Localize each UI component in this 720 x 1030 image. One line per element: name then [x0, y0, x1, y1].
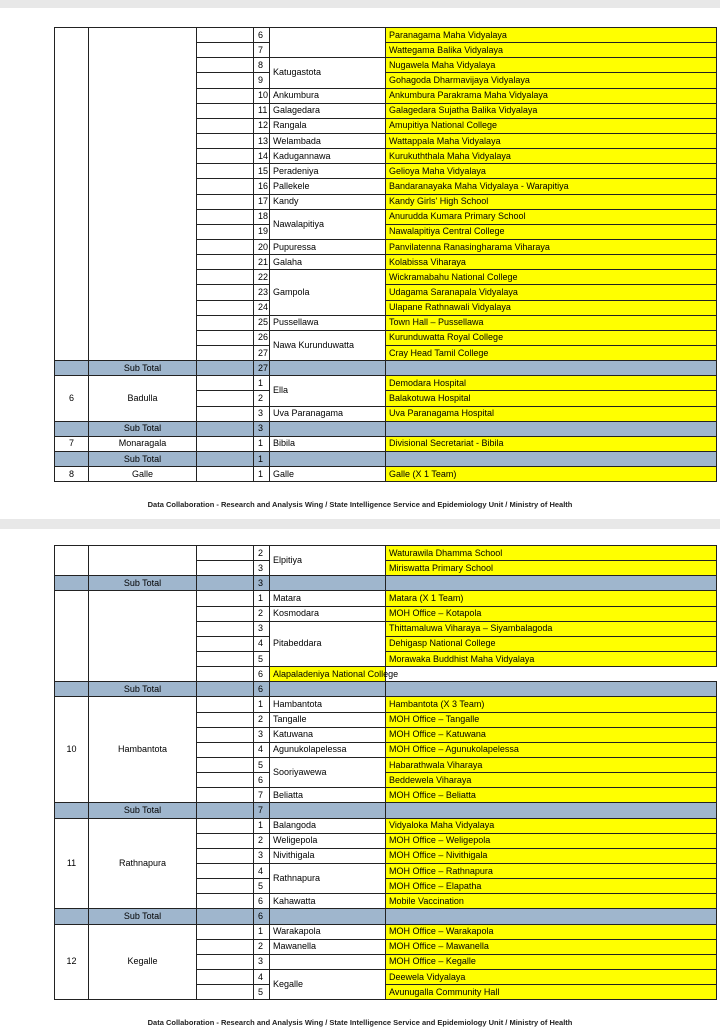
subtotal-count: 27	[254, 361, 270, 376]
cell-blank	[197, 224, 254, 239]
subtotal-row	[55, 909, 717, 924]
center-number: 7	[254, 43, 270, 58]
vaccination-site: Nugawela Maha Vidyalaya	[386, 58, 717, 73]
center-number: 2	[254, 712, 270, 727]
center-number: 7	[254, 788, 270, 803]
moh-area: Hambantota	[270, 697, 386, 712]
vaccination-site: Udagama Saranapala Vidyalaya	[386, 285, 717, 300]
center-number: 16	[254, 179, 270, 194]
cell-blank	[197, 300, 254, 315]
cell-blank	[197, 149, 254, 164]
subtotal-count: 3	[254, 421, 270, 436]
center-number: 24	[254, 300, 270, 315]
cell-blank	[197, 179, 254, 194]
center-number: 2	[254, 833, 270, 848]
cell-blank	[197, 969, 254, 984]
cell-blank	[197, 697, 254, 712]
center-number: 3	[254, 406, 270, 421]
table-row	[55, 697, 717, 712]
moh-area: Tangalle	[270, 712, 386, 727]
vaccination-site: Panvilatenna Ranasingharama Viharaya	[386, 239, 717, 254]
cell-blank	[197, 209, 254, 224]
cell-blank	[197, 103, 254, 118]
cell-blank	[197, 742, 254, 757]
cell-blank	[197, 712, 254, 727]
center-number: 14	[254, 149, 270, 164]
vaccination-site: MOH Office – Mawanella	[386, 939, 717, 954]
center-number: 3	[254, 848, 270, 863]
center-number: 8	[254, 58, 270, 73]
center-number: 6	[254, 28, 270, 43]
cell-blank	[197, 451, 254, 466]
cell-blank	[197, 376, 254, 391]
subtotal-label: Sub Total	[89, 361, 197, 376]
district-number	[55, 591, 89, 682]
cell-no	[55, 361, 89, 376]
district-name	[89, 28, 197, 361]
center-number: 3	[254, 954, 270, 969]
center-number: 26	[254, 330, 270, 345]
cell-blank	[197, 576, 254, 591]
vaccination-site: MOH Office – Beliatta	[386, 788, 717, 803]
vaccination-site: Thittamaluwa Viharaya – Siyambalagoda	[386, 621, 717, 636]
center-number: 18	[254, 209, 270, 224]
cell-blank	[197, 636, 254, 651]
moh-area: Nawa Kurunduwatta	[270, 330, 386, 360]
vaccination-centers-table-page-1	[54, 27, 717, 482]
center-number: 6	[254, 773, 270, 788]
vaccination-site: MOH Office – Weligepola	[386, 833, 717, 848]
moh-area: Katuwana	[270, 727, 386, 742]
moh-area: Sooriyawewa	[270, 757, 386, 787]
vaccination-site: Ulapane Rathnawali Vidyalaya	[386, 300, 717, 315]
district-name: Monaragala	[89, 436, 197, 451]
moh-area: Peradeniya	[270, 164, 386, 179]
subtotal-row	[55, 576, 717, 591]
center-number: 5	[254, 651, 270, 666]
cell-blank	[197, 894, 254, 909]
center-number: 3	[254, 621, 270, 636]
center-number: 1	[254, 924, 270, 939]
cell-place	[270, 909, 386, 924]
subtotal-row	[55, 451, 717, 466]
cell-blank	[197, 28, 254, 43]
cell-blank	[197, 546, 254, 561]
center-number: 6	[254, 667, 270, 682]
vaccination-site: Deewela Vidyalaya	[386, 969, 717, 984]
subtotal-count: 3	[254, 576, 270, 591]
vaccination-site: Wattegama Balika Vidyalaya	[386, 43, 717, 58]
moh-area	[270, 954, 386, 969]
moh-area: Bibila	[270, 436, 386, 451]
moh-area: Pitabeddara	[270, 621, 386, 666]
vaccination-site: Nawalapitiya Central College	[386, 224, 717, 239]
subtotal-row	[55, 421, 717, 436]
cell-place	[270, 682, 386, 697]
center-number: 2	[254, 546, 270, 561]
cell-no	[55, 803, 89, 818]
center-number: 4	[254, 636, 270, 651]
moh-area: Galagedara	[270, 103, 386, 118]
vaccination-site: MOH Office – Warakapola	[386, 924, 717, 939]
cell-blank	[197, 361, 254, 376]
vaccination-site: Miriswatta Primary School	[386, 561, 717, 576]
center-number: 6	[254, 894, 270, 909]
cell-no	[55, 421, 89, 436]
cell-blank	[197, 133, 254, 148]
subtotal-row	[55, 803, 717, 818]
vaccination-site: Beddewela Viharaya	[386, 773, 717, 788]
table-row	[55, 28, 717, 43]
center-number: 13	[254, 133, 270, 148]
cell-blank	[197, 621, 254, 636]
district-number: 12	[55, 924, 89, 1000]
district-number	[55, 546, 89, 576]
vaccination-site: Uva Paranagama Hospital	[386, 406, 717, 421]
subtotal-label: Sub Total	[89, 451, 197, 466]
cell-blank	[197, 239, 254, 254]
moh-area: Katugastota	[270, 58, 386, 88]
vaccination-centers-table-page-2	[54, 545, 717, 1000]
district-name: Kegalle	[89, 924, 197, 1000]
vaccination-site: MOH Office – Nivithigala	[386, 848, 717, 863]
cell-blank	[197, 818, 254, 833]
moh-area: Pupuressa	[270, 239, 386, 254]
cell-blank	[197, 391, 254, 406]
cell-blank	[197, 606, 254, 621]
cell-blank	[197, 406, 254, 421]
cell-place	[270, 576, 386, 591]
moh-area: Warakapola	[270, 924, 386, 939]
subtotal-label: Sub Total	[89, 421, 197, 436]
cell-blank	[197, 118, 254, 133]
subtotal-count: 6	[254, 682, 270, 697]
vaccination-site: Mobile Vaccination	[386, 894, 717, 909]
cell-blank	[197, 43, 254, 58]
cell-blank	[197, 164, 254, 179]
cell-blank	[197, 939, 254, 954]
cell-blank	[197, 924, 254, 939]
district-number: 6	[55, 376, 89, 421]
center-number: 3	[254, 561, 270, 576]
cell-blank	[197, 421, 254, 436]
center-number: 5	[254, 985, 270, 1000]
center-number: 4	[254, 863, 270, 878]
subtotal-count: 6	[254, 909, 270, 924]
document-page-2	[0, 529, 720, 1030]
vaccination-site: MOH Office – Elapatha	[386, 879, 717, 894]
district-number: 11	[55, 818, 89, 909]
cell-blank	[197, 773, 254, 788]
vaccination-site: Kurukuththala Maha Vidyalaya	[386, 149, 717, 164]
moh-area: Uva Paranagama	[270, 406, 386, 421]
moh-area: Pallekele	[270, 179, 386, 194]
cell-site	[386, 909, 717, 924]
vaccination-site: Matara (X 1 Team)	[386, 591, 717, 606]
district-name	[89, 591, 197, 682]
vaccination-site: Alapaladeniya National College	[270, 667, 386, 682]
subtotal-label: Sub Total	[89, 803, 197, 818]
cell-blank	[197, 561, 254, 576]
center-number: 1	[254, 436, 270, 451]
cell-no	[55, 576, 89, 591]
vaccination-site: Bandaranayaka Maha Vidyalaya - Warapitiya	[386, 179, 717, 194]
cell-blank	[197, 255, 254, 270]
cell-blank	[197, 58, 254, 73]
moh-area: Welambada	[270, 133, 386, 148]
moh-area: Kadugannawa	[270, 149, 386, 164]
cell-blank	[197, 833, 254, 848]
table-row	[55, 467, 717, 482]
table-row	[55, 818, 717, 833]
vaccination-site: Town Hall – Pussellawa	[386, 315, 717, 330]
vaccination-site: Morawaka Buddhist Maha Vidyalaya	[386, 651, 717, 666]
table-row	[55, 591, 717, 606]
vaccination-site: Amupitiya National College	[386, 118, 717, 133]
district-number	[55, 28, 89, 361]
cell-blank	[197, 591, 254, 606]
center-number: 12	[254, 118, 270, 133]
table-row	[55, 546, 717, 561]
moh-area: Ella	[270, 376, 386, 406]
moh-area: Matara	[270, 591, 386, 606]
center-number: 20	[254, 239, 270, 254]
moh-area: Elpitiya	[270, 546, 386, 576]
vaccination-site: Gelioya Maha Vidyalaya	[386, 164, 717, 179]
vaccination-site: Anurudda Kumara Primary School	[386, 209, 717, 224]
moh-area: Beliatta	[270, 788, 386, 803]
vaccination-site: MOH Office – Agunukolapelessa	[386, 742, 717, 757]
center-number: 17	[254, 194, 270, 209]
vaccination-site: Waturawila Dhamma School	[386, 546, 717, 561]
moh-area	[270, 28, 386, 58]
vaccination-site: Hambantota (X 3 Team)	[386, 697, 717, 712]
center-number: 3	[254, 727, 270, 742]
vaccination-site: Balakotuwa Hospital	[386, 391, 717, 406]
vaccination-site: MOH Office – Tangalle	[386, 712, 717, 727]
moh-area: Mawanella	[270, 939, 386, 954]
moh-area: Gampola	[270, 270, 386, 315]
cell-place	[270, 421, 386, 436]
center-number: 22	[254, 270, 270, 285]
cell-blank	[197, 73, 254, 88]
center-number: 2	[254, 939, 270, 954]
center-number: 1	[254, 818, 270, 833]
moh-area: Kosmodara	[270, 606, 386, 621]
vaccination-site: Divisional Secretariat - Bibila	[386, 436, 717, 451]
cell-blank	[197, 954, 254, 969]
cell-blank	[197, 330, 254, 345]
page-footer: Data Collaboration - Research and Analysis Wing / State Intelligence Service and Epidemiology Unit / Ministry of Health	[147, 1018, 573, 1027]
moh-area: Ankumbura	[270, 88, 386, 103]
vaccination-site: Dehigasp National College	[386, 636, 717, 651]
center-number: 5	[254, 757, 270, 772]
district-name: Badulla	[89, 376, 197, 421]
center-number: 11	[254, 103, 270, 118]
moh-area: Kahawatta	[270, 894, 386, 909]
center-number: 2	[254, 391, 270, 406]
district-number: 8	[55, 467, 89, 482]
cell-blank	[197, 436, 254, 451]
subtotal-row	[55, 361, 717, 376]
moh-area: Galle	[270, 467, 386, 482]
cell-place	[270, 803, 386, 818]
moh-area: Weligepola	[270, 833, 386, 848]
vaccination-site: Kandy Girls' High School	[386, 194, 717, 209]
cell-no	[55, 682, 89, 697]
vaccination-site: Galle (X 1 Team)	[386, 467, 717, 482]
cell-site	[386, 421, 717, 436]
center-number: 25	[254, 315, 270, 330]
cell-no	[55, 451, 89, 466]
cell-blank	[197, 803, 254, 818]
cell-site	[386, 576, 717, 591]
cell-site	[386, 682, 717, 697]
cell-blank	[197, 848, 254, 863]
subtotal-count: 7	[254, 803, 270, 818]
vaccination-site: MOH Office – Rathnapura	[386, 863, 717, 878]
table-row	[55, 376, 717, 391]
vaccination-site: Avunugalla Community Hall	[386, 985, 717, 1000]
vaccination-site: MOH Office – Kegalle	[386, 954, 717, 969]
center-number: 23	[254, 285, 270, 300]
vaccination-site: MOH Office – Katuwana	[386, 727, 717, 742]
subtotal-row	[55, 682, 717, 697]
moh-area: Rangala	[270, 118, 386, 133]
table-row	[55, 924, 717, 939]
cell-no	[55, 909, 89, 924]
subtotal-label: Sub Total	[89, 576, 197, 591]
moh-area: Galaha	[270, 255, 386, 270]
subtotal-count: 1	[254, 451, 270, 466]
district-number: 7	[55, 436, 89, 451]
center-number: 1	[254, 697, 270, 712]
cell-blank	[197, 985, 254, 1000]
district-name: Rathnapura	[89, 818, 197, 909]
vaccination-site: Demodara Hospital	[386, 376, 717, 391]
cell-blank	[197, 88, 254, 103]
cell-site	[386, 451, 717, 466]
cell-blank	[197, 682, 254, 697]
vaccination-site: Wickramabahu National College	[386, 270, 717, 285]
vaccination-site: Kolabissa Viharaya	[386, 255, 717, 270]
center-number: 4	[254, 969, 270, 984]
cell-blank	[197, 270, 254, 285]
center-number: 1	[254, 376, 270, 391]
cell-blank	[197, 345, 254, 360]
cell-place	[270, 361, 386, 376]
center-number: 19	[254, 224, 270, 239]
moh-area: Agunukolapelessa	[270, 742, 386, 757]
page-footer: Data Collaboration - Research and Analysis Wing / State Intelligence Service and Epidemiology Unit / Ministry of Health	[147, 500, 573, 509]
table-row	[55, 436, 717, 451]
center-number: 2	[254, 606, 270, 621]
vaccination-site: Cray Head Tamil College	[386, 345, 717, 360]
subtotal-label: Sub Total	[89, 682, 197, 697]
center-number: 1	[254, 591, 270, 606]
document-page-1	[0, 8, 720, 519]
cell-blank	[197, 909, 254, 924]
center-number: 10	[254, 88, 270, 103]
moh-area: Nivithigala	[270, 848, 386, 863]
moh-area: Kandy	[270, 194, 386, 209]
moh-area: Nawalapitiya	[270, 209, 386, 239]
cell-blank	[197, 879, 254, 894]
cell-blank	[197, 285, 254, 300]
moh-area: Pussellawa	[270, 315, 386, 330]
center-number: 4	[254, 742, 270, 757]
district-name: Hambantota	[89, 697, 197, 803]
district-name: Galle	[89, 467, 197, 482]
cell-blank	[197, 863, 254, 878]
district-name	[89, 546, 197, 576]
center-number: 15	[254, 164, 270, 179]
cell-blank	[197, 651, 254, 666]
district-number: 10	[55, 697, 89, 803]
cell-site	[386, 803, 717, 818]
subtotal-label: Sub Total	[89, 909, 197, 924]
cell-blank	[197, 194, 254, 209]
cell-place	[270, 451, 386, 466]
moh-area: Kegalle	[270, 969, 386, 999]
vaccination-site: Ankumbura Parakrama Maha Vidyalaya	[386, 88, 717, 103]
cell-blank	[197, 315, 254, 330]
moh-area: Rathnapura	[270, 863, 386, 893]
vaccination-site: Wattappala Maha Vidyalaya	[386, 133, 717, 148]
vaccination-site: Galagedara Sujatha Balika Vidyalaya	[386, 103, 717, 118]
center-number: 27	[254, 345, 270, 360]
moh-area: Balangoda	[270, 818, 386, 833]
cell-blank	[197, 727, 254, 742]
cell-blank	[197, 788, 254, 803]
vaccination-site: Paranagama Maha Vidyalaya	[386, 28, 717, 43]
center-number: 21	[254, 255, 270, 270]
cell-blank	[197, 467, 254, 482]
cell-site	[386, 361, 717, 376]
vaccination-site: Gohagoda Dharmavijaya Vidyalaya	[386, 73, 717, 88]
vaccination-site: Kurunduwatta Royal College	[386, 330, 717, 345]
vaccination-site: Vidyaloka Maha Vidyalaya	[386, 818, 717, 833]
cell-blank	[197, 667, 254, 682]
center-number: 9	[254, 73, 270, 88]
center-number: 5	[254, 879, 270, 894]
vaccination-site: MOH Office – Kotapola	[386, 606, 717, 621]
vaccination-site: Habarathwala Viharaya	[386, 757, 717, 772]
cell-blank	[197, 757, 254, 772]
center-number: 1	[254, 467, 270, 482]
